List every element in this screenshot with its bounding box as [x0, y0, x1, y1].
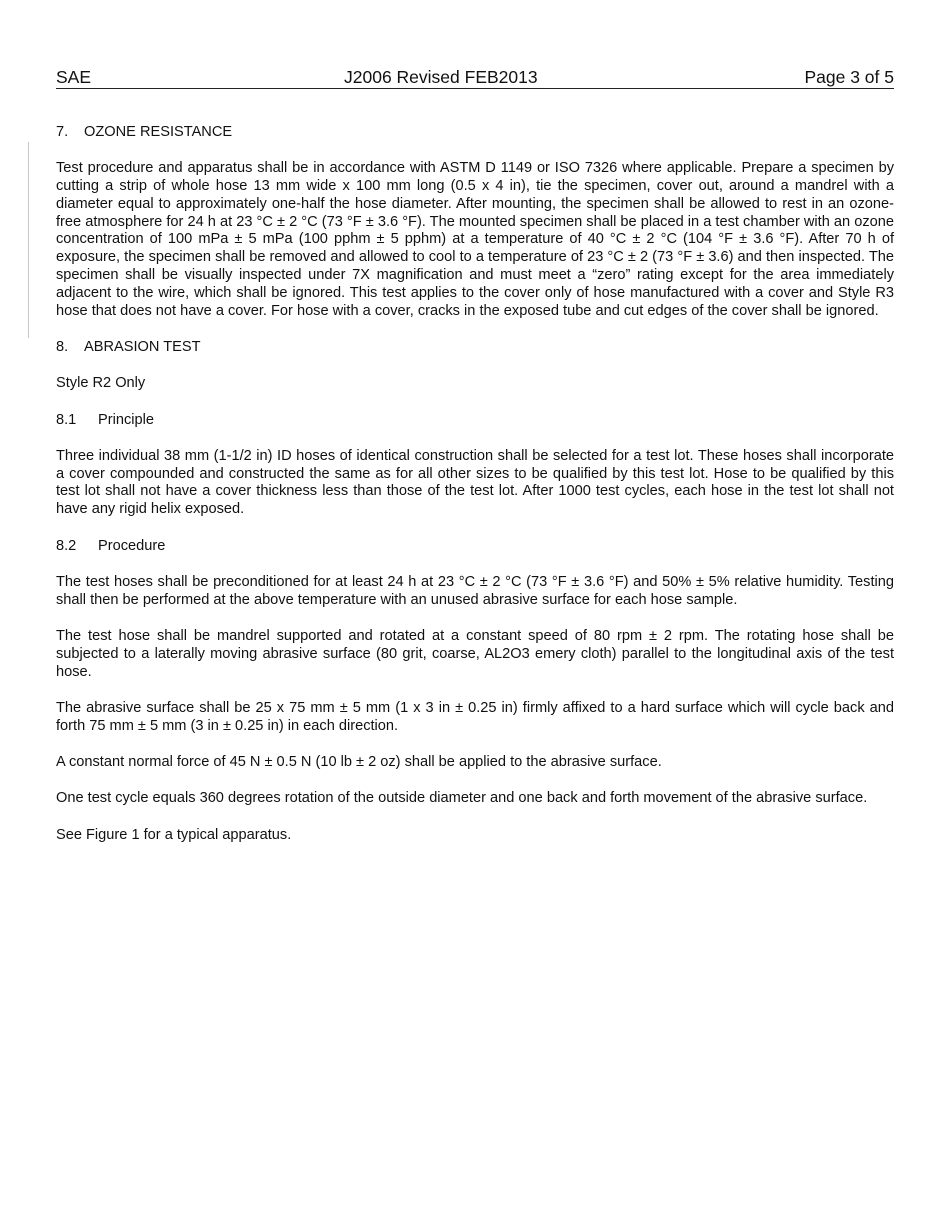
procedure-paragraph: The abrasive surface shall be 25 x 75 mm ± 5 mm (1 x 3 in ± 0.25 in) firmly affixed to a hard surface which will cycle back and forth 75 mm ± 5 mm (3 in ± 0.25 in) in each direction. [56, 699, 894, 734]
procedure-paragraph: A constant normal force of 45 N ± 0.5 N (10 lb ± 2 oz) shall be applied to the abrasive surface. [56, 753, 662, 770]
section-8-1-paragraph: Three individual 38 mm (1-1/2 in) ID hoses of identical construction shall be selected for a test lot. These hoses shall incorporate a cover compounded and constructed the same as for all other sizes to be qualified by this test lot. Hose to be qualified by this test lot shall not have a cover thickness less than those of the test lot. After 1000 test cycles, each hose in the test lot shall not have any rigid helix exposed. [56, 447, 894, 518]
section-number: 8. [56, 338, 69, 355]
document-body [56, 124, 894, 863]
procedure-paragraph: One test cycle equals 360 degrees rotation of the outside diameter and one back and forth movement of the abrasive surface. [56, 790, 868, 807]
subsection-title: Procedure [98, 537, 166, 554]
section-number: 7. [56, 124, 69, 140]
section-8-2-heading [56, 538, 894, 556]
section-7-heading [56, 124, 894, 142]
style-note: Style R2 Only [56, 375, 146, 392]
header-doc-id: J2006 Revised FEB2013 [344, 67, 538, 87]
section-8-1-heading [56, 412, 894, 430]
procedure-paragraph: The test hose shall be mandrel supported and rotated at a constant speed of 80 rpm ± 2 rpm. The rotating hose shall be subjected to a laterally moving abrasive surface (80 grit, coarse, AL2O3 emery cloth) parallel to the longitudinal axis of the test hose. [56, 627, 894, 680]
subsection-number: 8.2 [56, 537, 77, 554]
figure-reference: See Figure 1 for a typical apparatus. [56, 826, 292, 843]
header-page-number: Page 3 of 5 [804, 67, 894, 87]
section-title: OZONE RESISTANCE [84, 124, 233, 140]
section-8-heading [56, 339, 894, 357]
page-header [56, 66, 894, 89]
section-7-paragraph: Test procedure and apparatus shall be in accordance with ASTM D 1149 or ISO 7326 where applicable. Prepare a specimen by cutting a strip of whole hose 13 mm wide x 100 mm long (0.5 x 4 in), tie the specimen, cover out, around a mandrel with a diameter equal to approximately one-half the hose diameter. After mounting, the specimen shall be allowed to rest in an ozone-free atmosphere for 24 h at 23 °C ± 2 °C (73 °F ± 3.6 °F). The mounted specimen shall be placed in a test chamber with an ozone concentration of 100 mPa ± 5 mPa (100 pphm ± 5 pphm) at a temperature of 40 °C ± 2 °C (104 °F ± 3.6 °F). After 70 h of exposure, the specimen shall be removed and allowed to cool to a temperature of 23 °C ± 2 (73 °F ± 3.6) and then inspected. The specimen shall be visually inspected under 7X magnification and must meet a “zero” rating except for the area immediately adjacent to the wire, which shall be ignored. This test applies to the cover only of hose manufactured with a cover and Style R3 hose that does not have a cover. For hose with a cover, cracks in the exposed tube and cut edges of the cover shall be ignored. [56, 160, 894, 319]
header-org: SAE [56, 67, 92, 87]
revision-change-bar [28, 142, 29, 338]
procedure-paragraph: The test hoses shall be preconditioned for at least 24 h at 23 °C ± 2 °C (73 °F ± 3.6 °F) and 50% ± 5% relative humidity. Testing shall then be performed at the above temperature with an unused abrasive surface for each hose sample. [56, 573, 894, 608]
subsection-title: Principle [98, 411, 154, 428]
subsection-number: 8.1 [56, 411, 77, 428]
section-title: ABRASION TEST [84, 338, 201, 355]
